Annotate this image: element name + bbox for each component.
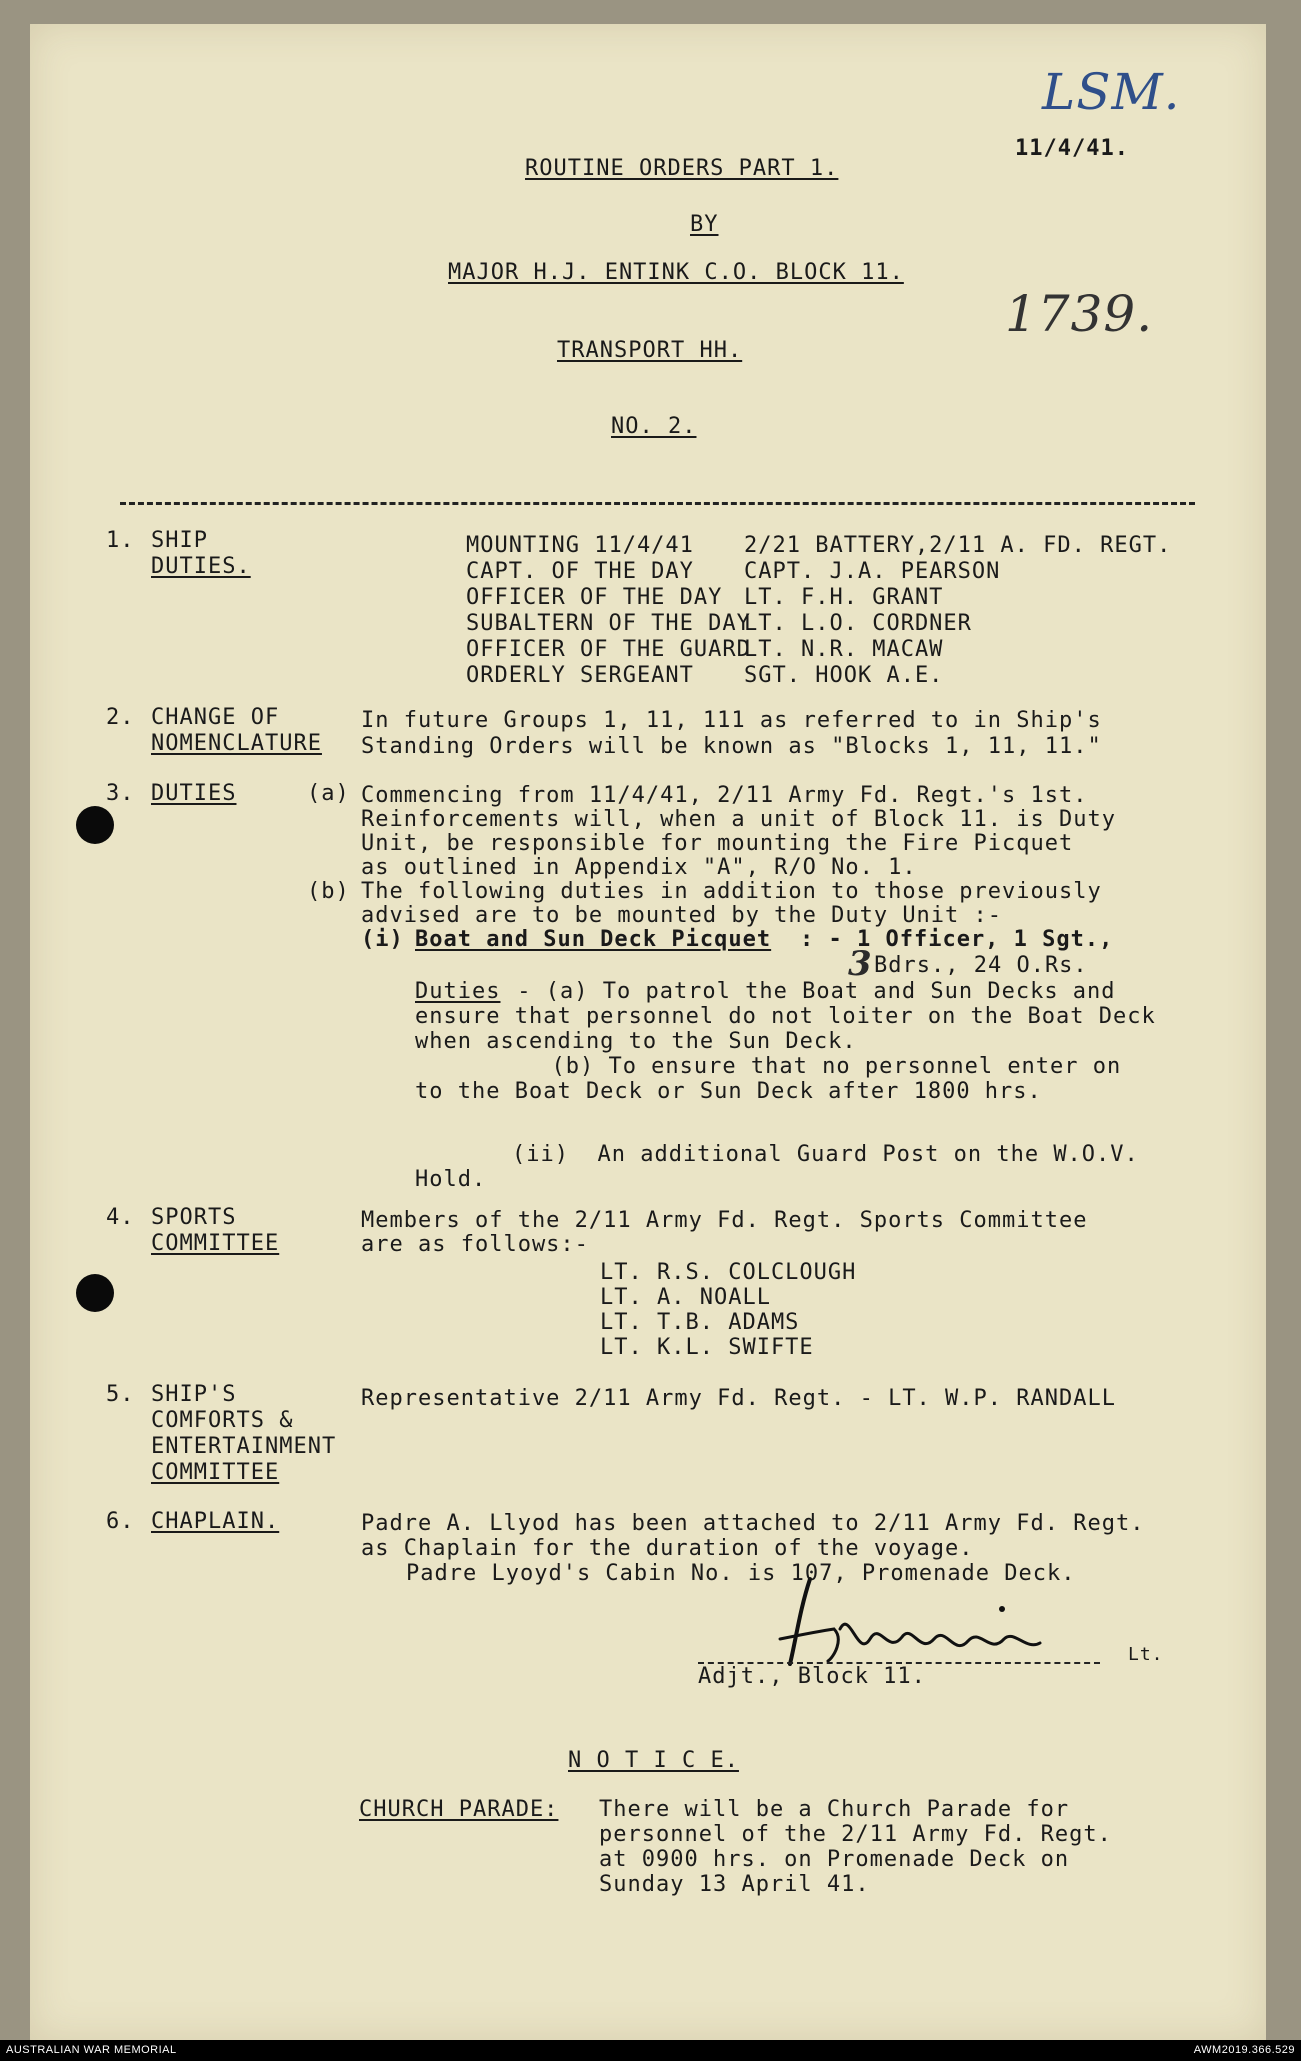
item-3-number: 3. xyxy=(106,781,135,806)
item-3-i-text-2: Bdrs., 24 O.Rs. xyxy=(874,953,1088,978)
header-by: BY xyxy=(690,212,719,237)
item-2-number: 2. xyxy=(106,705,135,730)
item-5-text: Representative 2/11 Army Fd. Regt. - LT. W.P. RANDALL xyxy=(361,1386,1116,1411)
item-6-title: CHAPLAIN. xyxy=(151,1509,280,1534)
ship-duty-left: SUBALTERN OF THE DAY xyxy=(466,611,751,636)
item-3-duties-text: when ascending to the Sun Deck. xyxy=(415,1029,857,1054)
header-transport: TRANSPORT HH. xyxy=(557,338,743,363)
item-1-title: SHIP xyxy=(151,528,208,553)
document-date: 11/4/41. xyxy=(1015,136,1129,161)
committee-member: LT. R.S. COLCLOUGH xyxy=(600,1260,857,1285)
item-3-a-text: as outlined in Appendix "A", R/O No. 1. xyxy=(361,855,917,880)
archive-footer xyxy=(0,2040,1301,2061)
header-author: MAJOR H.J. ENTINK C.O. BLOCK 11. xyxy=(448,260,904,285)
item-4-title: SPORTS xyxy=(151,1205,237,1230)
item-4-title-2: COMMITTEE xyxy=(151,1231,280,1256)
footer-right: AWM2019.366.529 xyxy=(1193,2044,1295,2056)
item-5-title-2: COMFORTS & xyxy=(151,1408,294,1433)
item-3-ii-text-2: Hold. xyxy=(415,1167,487,1192)
item-2-text: Standing Orders will be known as "Blocks 1, 11, 11." xyxy=(361,734,1102,759)
item-4-text: Members of the 2/11 Army Fd. Regt. Sports Committee xyxy=(361,1208,1088,1233)
item-3-ii-text: (ii) An additional Guard Post on the W.O.V. xyxy=(512,1142,1139,1167)
committee-member: LT. K.L. SWIFTE xyxy=(600,1335,814,1360)
item-3-duties-text: (b) To ensure that no personnel enter on xyxy=(466,1054,1122,1079)
signature-rank: Lt. xyxy=(1128,1644,1164,1665)
ship-duty-left: MOUNTING 11/4/41 xyxy=(466,533,694,558)
notice-heading: N O T I C E. xyxy=(568,1748,739,1773)
ship-duty-left: CAPT. OF THE DAY xyxy=(466,559,694,584)
item-1-title-2: DUTIES. xyxy=(151,554,251,579)
handwritten-number: 1739. xyxy=(1005,285,1154,343)
item-6-text: as Chaplain for the duration of the voyage. xyxy=(361,1536,974,1561)
item-3-duties-label: Duties xyxy=(415,979,501,1004)
ship-duty-right: CAPT. J.A. PEARSON xyxy=(744,559,1001,584)
item-3-a-label: (a) xyxy=(307,781,350,806)
item-3-duties-text: to the Boat Deck or Sun Deck after 1800 hrs. xyxy=(415,1079,1042,1104)
item-3-b-text: advised are to be mounted by the Duty Unit :- xyxy=(361,903,1003,928)
item-4-text: are as follows:- xyxy=(361,1232,589,1257)
item-2-title: CHANGE OF xyxy=(151,705,280,730)
item-2-title-2: NOMENCLATURE xyxy=(151,731,322,756)
item-4-number: 4. xyxy=(106,1205,135,1230)
ship-duty-right: LT. F.H. GRANT xyxy=(744,585,944,610)
item-5-title-4: COMMITTEE xyxy=(151,1460,280,1485)
item-5-title-3: ENTERTAINMENT xyxy=(151,1434,337,1459)
item-1-number: 1. xyxy=(106,528,135,553)
handwritten-ref-code: LSM. xyxy=(1042,63,1181,121)
notice-label: CHURCH PARADE: xyxy=(359,1797,559,1822)
notice-text: personnel of the 2/11 Army Fd. Regt. xyxy=(599,1822,1112,1847)
item-3-a-text: Unit, be responsible for mounting the Fire Picquet xyxy=(361,831,1074,856)
punch-hole xyxy=(76,1274,114,1312)
notice-text: Sunday 13 April 41. xyxy=(599,1872,870,1897)
item-3-i-text: : - 1 Officer, 1 Sgt., xyxy=(800,927,1114,952)
ship-duty-right: LT. N.R. MACAW xyxy=(744,637,944,662)
item-5-title: SHIP'S xyxy=(151,1382,237,1407)
header-number: NO. 2. xyxy=(611,414,697,439)
ship-duty-right: 2/21 BATTERY,2/11 A. FD. REGT. xyxy=(744,533,1172,558)
item-3-duties-text: - (a) To patrol the Boat and Sun Decks and xyxy=(503,979,1116,1004)
item-6-text: Padre Lyoyd's Cabin No. is 107, Promenade Deck. xyxy=(406,1561,1076,1586)
committee-member: LT. T.B. ADAMS xyxy=(600,1310,800,1335)
item-3-b-text: The following duties in addition to those previously xyxy=(361,879,1102,904)
signature xyxy=(770,1569,1140,1674)
committee-member: LT. A. NOALL xyxy=(600,1285,771,1310)
item-3-title: DUTIES xyxy=(151,781,237,806)
item-2-text: In future Groups 1, 11, 111 as referred to in Ship's xyxy=(361,708,1102,733)
item-6-text: Padre A. Llyod has been attached to 2/11 Army Fd. Regt. xyxy=(361,1511,1145,1536)
ship-duty-left: ORDERLY SERGEANT xyxy=(466,663,694,688)
item-3-i-title: Boat and Sun Deck Picquet xyxy=(415,927,772,952)
signature-title: Adjt., Block 11. xyxy=(698,1664,926,1689)
item-3-a-text: Commencing from 11/4/41, 2/11 Army Fd. Regt.'s 1st. xyxy=(361,783,1088,808)
item-6-number: 6. xyxy=(106,1509,135,1534)
item-3-b-label: (b) xyxy=(307,879,350,904)
header-title: ROUTINE ORDERS PART 1. xyxy=(525,156,839,181)
ship-duty-left: OFFICER OF THE GUARD xyxy=(466,637,751,662)
document-page xyxy=(30,24,1266,2040)
ship-duty-left: OFFICER OF THE DAY xyxy=(466,585,723,610)
item-5-number: 5. xyxy=(106,1382,135,1407)
notice-text: at 0900 hrs. on Promenade Deck on xyxy=(599,1847,1070,1872)
notice-text: There will be a Church Parade for xyxy=(599,1797,1070,1822)
ship-duty-right: LT. L.O. CORDNER xyxy=(744,611,972,636)
header-divider xyxy=(120,502,1195,505)
punch-hole xyxy=(76,806,114,844)
item-3-duties-text: ensure that personnel do not loiter on the Boat Deck xyxy=(415,1004,1156,1029)
item-3-handwritten-3: 3 xyxy=(848,944,873,984)
footer-left: AUSTRALIAN WAR MEMORIAL xyxy=(6,2044,177,2056)
item-3-i-label: (i) xyxy=(361,927,404,952)
item-3-a-text: Reinforcements will, when a unit of Block 11. is Duty xyxy=(361,807,1116,832)
ship-duty-right: SGT. HOOK A.E. xyxy=(744,663,944,688)
